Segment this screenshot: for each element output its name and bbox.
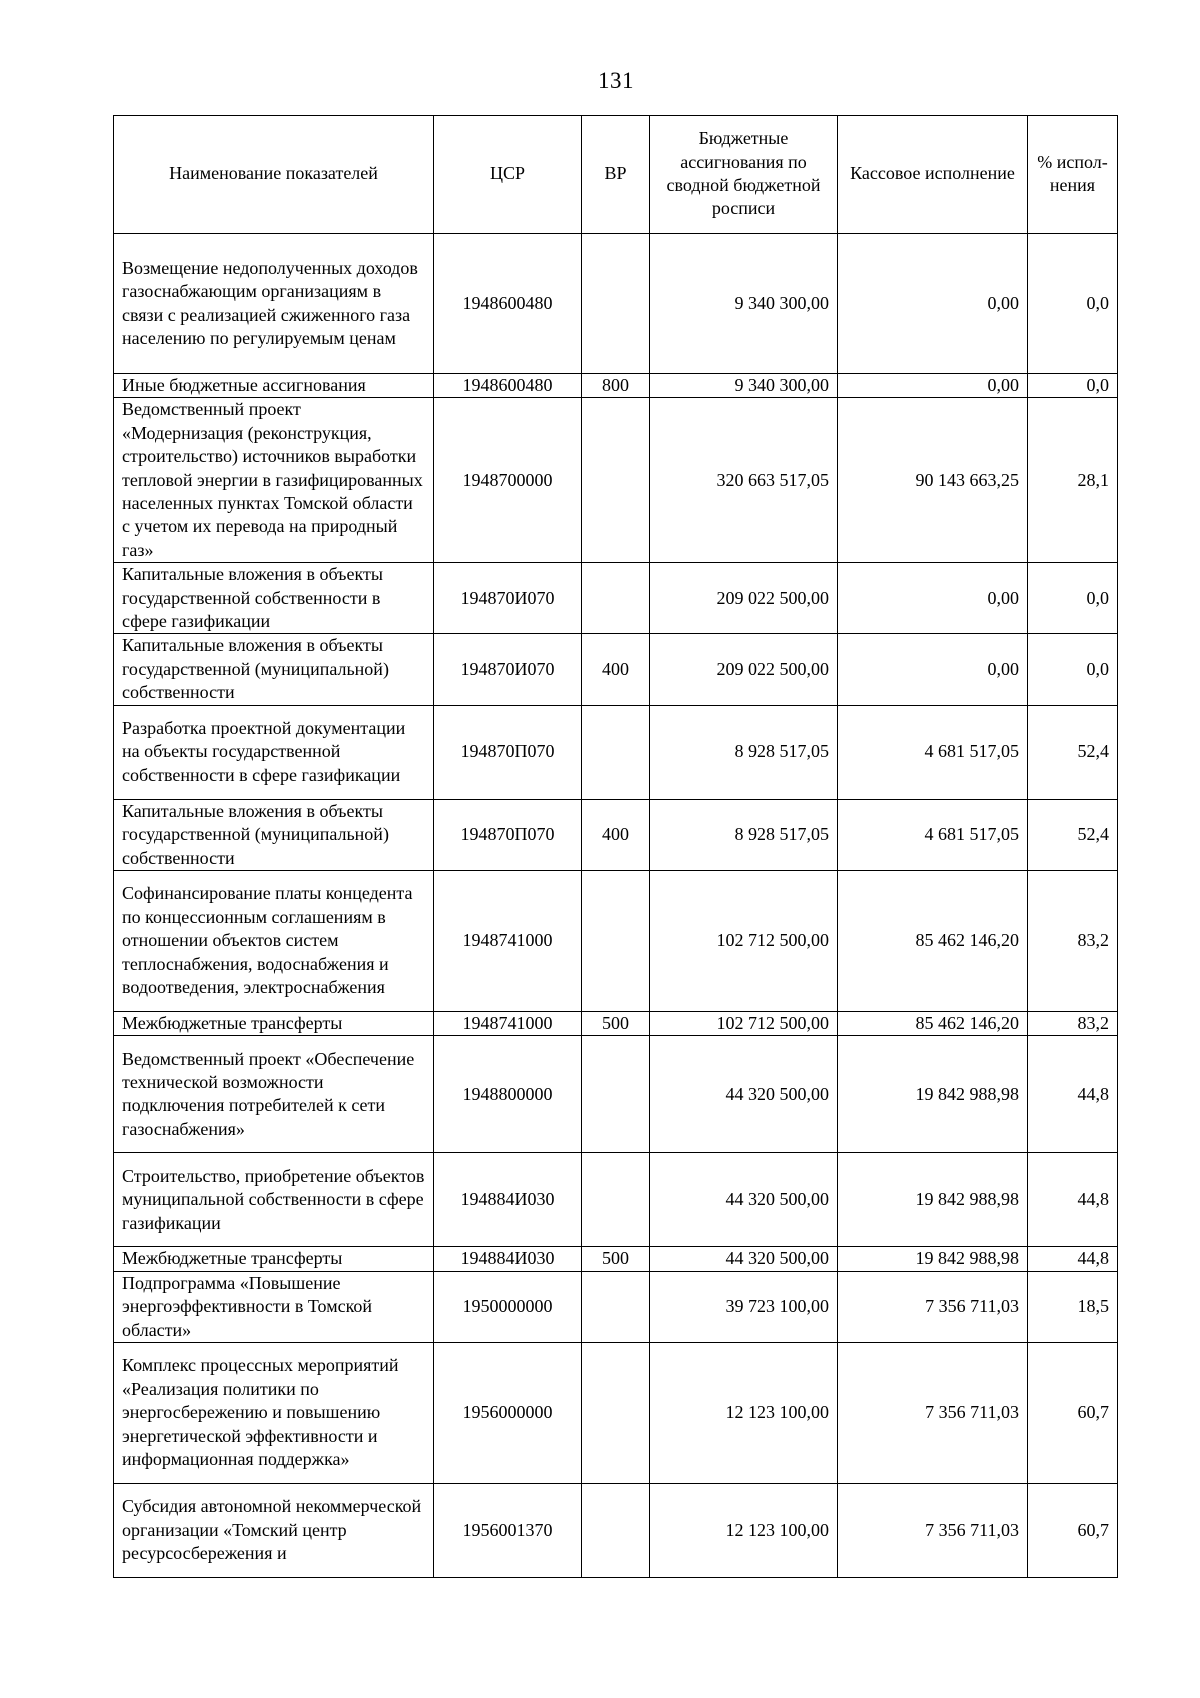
row-csr: 194870П070	[434, 799, 582, 870]
table-row	[114, 234, 1118, 374]
row-csr: 1948600480	[434, 234, 582, 374]
row-cash-execution: 0,00	[838, 234, 1028, 374]
table-row	[114, 1271, 1118, 1342]
row-name: Капитальные вложения в объекты государственной собственности в сфере газификации	[114, 563, 434, 634]
row-name: Разработка проектной документации на объекты государственной собственности в сфере газификации	[114, 705, 434, 799]
row-cash-execution: 19 842 988,98	[838, 1036, 1028, 1153]
table-row	[114, 563, 1118, 634]
table-row	[114, 1483, 1118, 1577]
row-percent: 0,0	[1028, 234, 1118, 374]
row-csr: 1948741000	[434, 1011, 582, 1035]
row-vr: 400	[582, 799, 650, 870]
page-number: 131	[598, 68, 634, 93]
table-row	[114, 1011, 1118, 1035]
row-vr: 500	[582, 1247, 650, 1271]
row-name: Ведомственный проект «Модернизация (реконструкция, строительство) источников выработки тепловой энергии в газифицированных населенных пунктах Томской области с учетом их перевода на природный газ»	[114, 398, 434, 563]
row-cash-execution: 85 462 146,20	[838, 870, 1028, 1011]
row-cash-execution: 90 143 663,25	[838, 398, 1028, 563]
row-allocations: 44 320 500,00	[650, 1036, 838, 1153]
row-name: Иные бюджетные ассигнования	[114, 374, 434, 398]
row-csr: 1948600480	[434, 374, 582, 398]
header-cash-execution: Кассовое исполнение	[838, 116, 1028, 234]
row-allocations: 44 320 500,00	[650, 1247, 838, 1271]
row-cash-execution: 85 462 146,20	[838, 1011, 1028, 1035]
row-name: Капитальные вложения в объекты государственной (муниципальной) собственности	[114, 799, 434, 870]
row-percent: 83,2	[1028, 870, 1118, 1011]
row-cash-execution: 4 681 517,05	[838, 705, 1028, 799]
row-allocations: 44 320 500,00	[650, 1153, 838, 1247]
row-allocations: 9 340 300,00	[650, 374, 838, 398]
row-allocations: 102 712 500,00	[650, 870, 838, 1011]
row-cash-execution: 7 356 711,03	[838, 1342, 1028, 1483]
row-name: Ведомственный проект «Обеспечение технической возможности подключения потребителей к сети газоснабжения»	[114, 1036, 434, 1153]
row-cash-execution: 0,00	[838, 563, 1028, 634]
row-vr: 800	[582, 374, 650, 398]
row-percent: 60,7	[1028, 1342, 1118, 1483]
row-cash-execution: 19 842 988,98	[838, 1153, 1028, 1247]
row-percent: 44,8	[1028, 1036, 1118, 1153]
row-vr	[582, 705, 650, 799]
row-percent: 0,0	[1028, 563, 1118, 634]
row-percent: 52,4	[1028, 799, 1118, 870]
row-csr: 1948741000	[434, 870, 582, 1011]
row-name: Возмещение недополученных доходов газоснабжающим организациям в связи с реализацией сжиженного газа населению по регулируемым ценам	[114, 234, 434, 374]
row-cash-execution: 7 356 711,03	[838, 1483, 1028, 1577]
row-vr	[582, 1153, 650, 1247]
row-percent: 0,0	[1028, 634, 1118, 705]
row-percent: 52,4	[1028, 705, 1118, 799]
row-cash-execution: 7 356 711,03	[838, 1271, 1028, 1342]
row-vr	[582, 234, 650, 374]
row-vr	[582, 398, 650, 563]
row-allocations: 39 723 100,00	[650, 1271, 838, 1342]
row-vr	[582, 1483, 650, 1577]
row-csr: 194884И030	[434, 1247, 582, 1271]
header-csr: ЦСР	[434, 116, 582, 234]
row-name: Строительство, приобретение объектов муниципальной собственности в сфере газификации	[114, 1153, 434, 1247]
row-percent: 28,1	[1028, 398, 1118, 563]
row-allocations: 8 928 517,05	[650, 705, 838, 799]
row-name: Капитальные вложения в объекты государственной (муниципальной) собственности	[114, 634, 434, 705]
row-name: Комплекс процессных мероприятий «Реализация политики по энергосбережению и повышению энергетической эффективности и информационная поддержка»	[114, 1342, 434, 1483]
row-cash-execution: 4 681 517,05	[838, 799, 1028, 870]
row-allocations: 209 022 500,00	[650, 634, 838, 705]
row-percent: 44,8	[1028, 1247, 1118, 1271]
row-name: Субсидия автономной некоммерческой организации «Томский центр ресурсосбережения и	[114, 1483, 434, 1577]
table-row	[114, 634, 1118, 705]
row-allocations: 102 712 500,00	[650, 1011, 838, 1035]
row-percent: 83,2	[1028, 1011, 1118, 1035]
row-allocations: 209 022 500,00	[650, 563, 838, 634]
row-percent: 18,5	[1028, 1271, 1118, 1342]
table-row	[114, 1342, 1118, 1483]
row-vr: 400	[582, 634, 650, 705]
row-name: Софинансирование платы концедента по концессионным соглашениям в отношении объектов систем теплоснабжения, водоснабжения и водоотведения, электроснабжения	[114, 870, 434, 1011]
row-csr: 1948800000	[434, 1036, 582, 1153]
table-row	[114, 398, 1118, 563]
row-percent: 0,0	[1028, 374, 1118, 398]
row-csr: 194884И030	[434, 1153, 582, 1247]
row-percent: 60,7	[1028, 1483, 1118, 1577]
header-allocations: Бюджетные ассигнования по сводной бюджетной росписи	[650, 116, 838, 234]
row-vr: 500	[582, 1011, 650, 1035]
header-percent: % испол-нения	[1028, 116, 1118, 234]
row-csr: 194870П070	[434, 705, 582, 799]
row-name: Межбюджетные трансферты	[114, 1011, 434, 1035]
row-percent: 44,8	[1028, 1153, 1118, 1247]
header-vr: ВР	[582, 116, 650, 234]
table-header-row	[114, 116, 1118, 234]
row-vr	[582, 1342, 650, 1483]
row-allocations: 12 123 100,00	[650, 1483, 838, 1577]
table-row	[114, 799, 1118, 870]
row-name: Межбюджетные трансферты	[114, 1247, 434, 1271]
budget-execution-table	[113, 115, 1118, 1578]
row-cash-execution: 0,00	[838, 634, 1028, 705]
row-allocations: 9 340 300,00	[650, 234, 838, 374]
row-vr	[582, 1271, 650, 1342]
table-row	[114, 870, 1118, 1011]
row-csr: 194870И070	[434, 563, 582, 634]
table-row	[114, 1153, 1118, 1247]
table-row	[114, 374, 1118, 398]
table-row	[114, 1247, 1118, 1271]
row-allocations: 12 123 100,00	[650, 1342, 838, 1483]
row-csr: 1948700000	[434, 398, 582, 563]
row-csr: 1956000000	[434, 1342, 582, 1483]
row-allocations: 320 663 517,05	[650, 398, 838, 563]
row-cash-execution: 19 842 988,98	[838, 1247, 1028, 1271]
row-csr: 1950000000	[434, 1271, 582, 1342]
header-name: Наименование показателей	[114, 116, 434, 234]
row-cash-execution: 0,00	[838, 374, 1028, 398]
row-allocations: 8 928 517,05	[650, 799, 838, 870]
row-vr	[582, 870, 650, 1011]
row-csr: 1956001370	[434, 1483, 582, 1577]
row-vr	[582, 563, 650, 634]
row-name: Подпрограмма «Повышение энергоэффективности в Томской области»	[114, 1271, 434, 1342]
row-csr: 194870И070	[434, 634, 582, 705]
table-row	[114, 705, 1118, 799]
table-row	[114, 1036, 1118, 1153]
row-vr	[582, 1036, 650, 1153]
